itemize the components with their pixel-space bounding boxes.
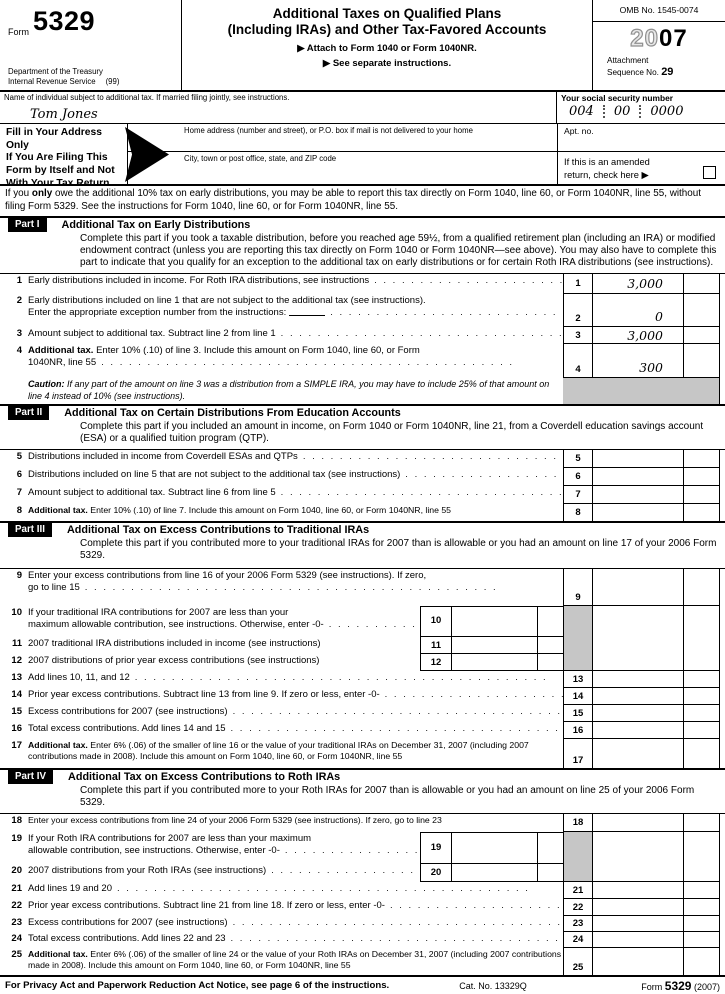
line-24 (0, 932, 725, 948)
line-20 (0, 864, 563, 882)
dot-leader (369, 275, 563, 287)
part1-badge: Part I (8, 218, 47, 232)
line-cents-field[interactable] (683, 569, 720, 606)
ssn-part3[interactable]: 0000 (650, 104, 684, 119)
ssn-label: Your social security number (561, 93, 674, 103)
line-amount-field[interactable] (593, 705, 683, 722)
fill-line4: With Your Tax Return (6, 177, 110, 189)
line-amount-field[interactable] (593, 814, 683, 832)
form-title-block (182, 0, 592, 90)
line-amount-field[interactable] (593, 450, 683, 468)
ssn-value[interactable] (561, 104, 721, 119)
caution-label: Caution: (28, 379, 65, 389)
ssn-part1[interactable]: 004 (569, 104, 594, 119)
fill-line1: Fill in Your Address Only (6, 127, 102, 151)
line-bold-prefix: Additional tax. (28, 505, 88, 515)
ssn-separator (603, 105, 605, 118)
form-signature (641, 979, 720, 993)
line-text: If your Roth IRA contributions for 2007 are less than your maximum (28, 833, 312, 844)
line-number: 16 (11, 723, 22, 734)
line-cents-field[interactable] (683, 327, 720, 344)
line-4 (0, 344, 725, 378)
line-text: Early distributions included on line 1 that are not subject to the additional tax (see instructions). (28, 295, 426, 306)
line-amount-field[interactable] (593, 486, 683, 504)
dot-leader (228, 917, 563, 929)
line-text2: allowable contribution, see instructions. Otherwise, enter -0- (28, 845, 280, 857)
line-number: 4 (16, 345, 22, 356)
line-number: 1 (16, 275, 22, 286)
shaded-box-column (563, 832, 593, 882)
line-1 (0, 274, 725, 294)
part2-title: Additional Tax on Certain Distributions From Education Accounts (64, 407, 401, 419)
line-7 (0, 486, 725, 504)
line-cents-field[interactable] (683, 468, 720, 486)
line-cents-field[interactable] (537, 654, 563, 671)
line-cents-field[interactable] (683, 899, 720, 916)
line-number: 21 (11, 883, 22, 894)
line-box-number: 17 (563, 739, 593, 768)
line-10 (0, 606, 563, 637)
line-amount-field[interactable] (593, 688, 683, 705)
line-15 (0, 705, 725, 722)
line-amount-field[interactable] (593, 327, 683, 344)
line-23 (0, 916, 725, 932)
line-text: Enter your excess contributions from line 24 of your 2006 Form 5329 (see instructions). If zero, go to line 23 (28, 815, 442, 825)
line-amount-field[interactable] (593, 932, 683, 948)
line-8 (0, 504, 725, 521)
part3-badge: Part III (8, 523, 52, 537)
line-number: 22 (11, 900, 22, 911)
line-box-number: 7 (563, 486, 593, 504)
see-instructions-note: ▶ See separate instructions. (322, 58, 452, 70)
line-cents-field[interactable] (683, 486, 720, 504)
intro-post: owe the additional 10% tax on early distributions, you may be able to report this tax directly on Form 1040, line 60, or Form 1040NR, line 55, without filing Form 5329. See the instructions for Form 1040, line 60, or for Form 1040NR, line 55. (5, 188, 702, 212)
attachment-label: Attachment (607, 56, 649, 65)
form-title-line2: (Including IRAs) and Other Tax-Favored Accounts (227, 21, 547, 37)
line-amount-field[interactable] (452, 637, 537, 654)
line-text: Early distributions included in income. For Roth IRA distributions, see instructions (28, 275, 370, 286)
line-amount-field[interactable] (593, 948, 683, 975)
part4-badge: Part IV (8, 770, 53, 784)
line-18 (0, 814, 725, 832)
part2-description: Complete this part if you included an amount in income, on Form 1040 or Form 1040NR, line 21, from a Coverdell education savings account (ESA) or a qualified tuition program (QTP). (0, 420, 725, 450)
lines-19-20-block (0, 832, 725, 882)
form-footer (0, 975, 725, 994)
line-amount-field[interactable] (593, 504, 683, 521)
tax-year (593, 25, 725, 53)
line-amount-field[interactable] (452, 832, 537, 864)
name-field[interactable] (0, 92, 557, 123)
ssn-part2[interactable]: 00 (613, 104, 631, 119)
part4-header (0, 768, 725, 784)
line-number: 20 (11, 865, 22, 876)
dept-note: (99) (105, 76, 120, 86)
line-text: Amount subject to additional tax. Subtract line 6 from line 5 (28, 487, 276, 498)
dot-leader (112, 883, 563, 895)
line-13 (0, 671, 725, 688)
part1-title: Additional Tax on Early Distributions (61, 219, 251, 231)
line-number: 18 (11, 815, 22, 826)
line-cents-field[interactable] (537, 864, 563, 882)
line-6 (0, 468, 725, 486)
block-amount-area (593, 606, 683, 671)
block-amount-area (593, 832, 683, 882)
line-box-number: 25 (563, 948, 593, 975)
line-amount-field[interactable] (593, 722, 683, 739)
line-text: Total excess contributions. Add lines 14 and 15 (28, 723, 226, 734)
line-2 (0, 294, 725, 327)
line-amount-field[interactable] (593, 899, 683, 916)
line-text: Add lines 19 and 20 (28, 883, 112, 894)
line-number: 13 (11, 672, 22, 683)
line-16 (0, 722, 725, 739)
form-word: Form (8, 27, 29, 37)
line-number: 3 (16, 328, 22, 339)
line-box-number: 2 (563, 294, 593, 327)
form-title-line1: Additional Taxes on Qualified Plans (272, 6, 502, 21)
dot-leader (96, 357, 563, 369)
line-14 (0, 688, 725, 705)
line-amount-field[interactable] (593, 468, 683, 486)
line-9 (0, 569, 725, 606)
line-text2: 1040NR, line 55 (28, 357, 97, 369)
line-cents-field[interactable] (683, 722, 720, 739)
line-17 (0, 739, 725, 768)
line-text: Total excess contributions. Add lines 22 and 23 (28, 933, 226, 944)
line-number: 11 (11, 638, 22, 649)
line-text: Excess contributions for 2007 (see instructions) (28, 706, 228, 717)
line-text: Enter your excess contributions from line 16 of your 2006 Form 5329 (see instructions). If zero, (28, 570, 427, 581)
line-box-number: 18 (563, 814, 593, 832)
line-amount-value[interactable]: 3,000 (627, 327, 663, 343)
sequence-number: 29 (661, 66, 674, 79)
line-amount-field[interactable] (593, 274, 683, 294)
line-19 (0, 832, 563, 864)
line-number: 25 (11, 949, 22, 960)
apt-number-field[interactable] (558, 124, 725, 152)
line-box-number: 8 (563, 504, 593, 521)
line-box-number: 23 (563, 916, 593, 932)
line-cents-field[interactable] (683, 948, 720, 975)
line-box-number: 22 (563, 899, 593, 916)
dot-leader (385, 900, 563, 912)
line-cents-field[interactable] (683, 344, 720, 378)
lines-10-12-block (0, 606, 725, 671)
line-box-number: 6 (563, 468, 593, 486)
dot-leader (228, 706, 563, 718)
line-box-number: 12 (420, 654, 452, 671)
name-ssn-row (0, 92, 725, 124)
block-cents-area (683, 606, 720, 671)
line-text: 2007 traditional IRA distributions included in income (see instructions) (28, 638, 321, 649)
line-21 (0, 882, 725, 899)
line-amount-value[interactable]: 300 (639, 360, 663, 375)
line-text: 2007 distributions of prior year excess contributions (see instructions) (28, 655, 320, 666)
omb-year-block (592, 0, 725, 90)
footer-form-number: 5329 (664, 978, 692, 993)
line-amount-field[interactable] (593, 739, 683, 768)
line-cents-field[interactable] (683, 932, 720, 948)
form-number: 5329 (33, 6, 96, 36)
line-number: 2 (16, 295, 22, 306)
part4-title: Additional Tax on Excess Contributions to Roth IRAs (68, 771, 341, 783)
apt-label: Apt. no. (564, 126, 594, 136)
dot-leader (380, 689, 563, 701)
line-box-number: 14 (563, 688, 593, 705)
department-block (8, 67, 119, 86)
line-number: 9 (16, 570, 22, 581)
line-box-number: 19 (420, 832, 452, 864)
dept-line1: Department of the Treasury (8, 67, 103, 77)
line-text: Amount subject to additional tax. Subtract line 2 from line 1 (28, 328, 276, 339)
year-suffix: 07 (659, 25, 688, 52)
line-amount-field[interactable] (452, 606, 537, 637)
part3-header (0, 521, 725, 537)
year-prefix: 20 (630, 25, 659, 52)
dot-leader (400, 469, 563, 481)
line-amount-field[interactable] (593, 294, 683, 327)
part1-description: Complete this part if you took a taxable distribution, before you reached age 59½, from a qualified retirement plan (including an IRA) or modified endowment contract (unless you are reporting this tax directly on Form 1040 or Form 1040NR—see above). You may also have to complete this part to indicate that you qualify for an exception to the additional tax on early distributions or for certain Roth IRA distributions (see instructions). (0, 232, 725, 274)
fill-address-instruction (0, 124, 128, 189)
amended-line2: return, check here ▶ (564, 169, 649, 180)
line-cents-field[interactable] (683, 705, 720, 722)
name-value[interactable]: Tom Jones (30, 107, 98, 122)
line-text2: Enter the appropriate exception number from the instructions: (28, 307, 287, 319)
line-text: Add lines 10, 11, and 12 (28, 672, 130, 683)
line-12 (0, 654, 563, 671)
line-11 (0, 637, 563, 654)
line-bold-prefix: Additional tax. (28, 345, 94, 356)
line-amount-value[interactable]: 0 (655, 309, 663, 324)
line-box-number: 11 (420, 637, 452, 654)
form-id-block (0, 0, 182, 90)
dot-leader (226, 933, 563, 945)
dot-leader (276, 328, 563, 340)
amended-return-field (558, 152, 725, 184)
home-address-label: Home address (number and street), or P.O. box if mail is not delivered to your home (184, 126, 473, 135)
name-label: Name of individual subject to additional tax. If married filing jointly, see instructions. (4, 93, 290, 102)
line-box-number: 20 (420, 864, 452, 882)
line-text: Distributions included on line 5 that are not subject to the additional tax (see instructions) (28, 469, 401, 480)
city-label: City, town or post office, state, and ZIP code (184, 154, 337, 163)
dot-leader (276, 487, 563, 499)
line-cents-field[interactable] (683, 739, 720, 768)
dot-leader (325, 307, 563, 319)
exception-number-field[interactable] (289, 307, 325, 316)
part1-header (0, 216, 725, 232)
line-number: 8 (16, 505, 22, 516)
line-text: Excess contributions for 2007 (see instructions) (28, 917, 228, 928)
line-box-number: 3 (563, 327, 593, 344)
line-3 (0, 327, 725, 344)
apt-amended-column (557, 124, 725, 184)
line-22 (0, 899, 725, 916)
part4-description: Complete this part if you contributed more to your Roth IRAs for 2007 than is allowable or you had an amount on line 25 of your 2006 Form 5329. (0, 784, 725, 814)
line-bold-prefix: Additional tax. (28, 949, 88, 959)
line-amount-field[interactable] (593, 916, 683, 932)
line-text: Enter 6% (.06) of the smaller of line 24 or the value of your Roth IRAs on December 31, 2007 (including 2007 contributions made in 2008). Include this amount on Form 1040, line 60, or Form 1040NR, line 55 (28, 949, 562, 971)
line-bold-prefix: Additional tax. (28, 740, 88, 750)
line-5 (0, 450, 725, 468)
line-number: 5 (16, 451, 22, 462)
dot-leader (130, 672, 563, 684)
line-amount-field[interactable] (593, 671, 683, 688)
line-number: 15 (11, 706, 22, 717)
line-number: 10 (11, 607, 22, 618)
line-cents-field[interactable] (683, 688, 720, 705)
line-amount-field[interactable] (452, 864, 537, 882)
line-cents-field[interactable] (537, 832, 563, 864)
line-cents-field[interactable] (683, 274, 720, 294)
line-box-number: 1 (563, 274, 593, 294)
line-text2: go to line 15 (28, 582, 80, 594)
sequence-label: Sequence No. (607, 68, 659, 78)
line-text: Enter 10% (.10) of line 7. Include this amount on Form 1040, line 60, or Form 1040NR, line 55 (87, 505, 451, 515)
line-box-number: 15 (563, 705, 593, 722)
part3-title: Additional Tax on Excess Contributions to Traditional IRAs (66, 524, 370, 536)
caution-text: If any part of the amount on line 3 was a distribution from a SIMPLE IRA, you may have to include 25% of that amount on line 4 instead of 10% (see instructions). (28, 379, 550, 401)
line-text: Prior year excess contributions. Subtract line 13 from line 9. If zero or less, enter -0- (28, 689, 380, 700)
shaded-box-column (563, 606, 593, 671)
dot-leader (280, 845, 420, 857)
line-number: 7 (16, 487, 22, 498)
form-header (0, 0, 725, 92)
attach-note: ▶ Attach to Form 1040 or Form 1040NR. (297, 43, 477, 55)
dot-leader (298, 451, 563, 463)
caution-row (0, 378, 725, 404)
city-field[interactable] (128, 152, 557, 184)
line-box-number: 24 (563, 932, 593, 948)
line-box-number: 13 (563, 671, 593, 688)
dot-leader (324, 619, 420, 631)
part3-description: Complete this part if you contributed more to your traditional IRAs for 2007 than is allowable or you had an amount on line 17 of your 2006 Form 5329. (0, 537, 725, 569)
omb-number: OMB No. 1545-0074 (593, 0, 725, 22)
line-text: Prior year excess contributions. Subtract line 21 from line 18. If zero or less, enter -0- (28, 900, 385, 911)
line-cents-field[interactable] (683, 814, 720, 832)
block-cents-area (683, 832, 720, 882)
line-amount-field[interactable] (452, 654, 537, 671)
line-box-number: 16 (563, 722, 593, 739)
attachment-sequence (593, 56, 725, 80)
line-number: 19 (11, 833, 22, 844)
amended-checkbox[interactable] (703, 166, 716, 179)
line-cents-field[interactable] (683, 294, 720, 327)
line-cents-field[interactable] (537, 606, 563, 637)
part2-badge: Part II (8, 406, 49, 420)
line-number: 12 (11, 655, 22, 666)
line-25 (0, 948, 725, 975)
line-number: 17 (11, 740, 22, 751)
ssn-field[interactable] (557, 92, 725, 123)
line-cents-field[interactable] (537, 637, 563, 654)
catalog-number: Cat. No. 13329Q (459, 980, 527, 991)
dept-line2: Internal Revenue Service (8, 76, 96, 86)
line-number: 24 (11, 933, 22, 944)
line-text2: maximum allowable contribution, see instructions. Otherwise, enter -0- (28, 619, 324, 631)
ssn-separator (639, 105, 641, 118)
fill-line3: Form by Itself and Not (6, 164, 115, 176)
footer-year: (2007) (693, 981, 720, 992)
home-address-field[interactable] (128, 124, 557, 152)
line-cents-field[interactable] (683, 916, 720, 932)
fill-line2: If You Are Filing This (6, 152, 108, 164)
line-text: 2007 distributions from your Roth IRAs (see instructions) (28, 865, 267, 876)
intro-paragraph (0, 186, 725, 216)
line-box-number: 5 (563, 450, 593, 468)
line-box-number: 21 (563, 882, 593, 899)
line-text: Enter 6% (.06) of the smaller of line 16 or the value of your traditional IRAs on December 31, 2007 (including 2007 contributions made in 2008). Include this amount on Form 1040, line 60, or Form 1040NR, line 55 (28, 740, 529, 762)
line-text: Distributions included in income from Coverdell ESAs and QTPs (28, 451, 298, 462)
shaded-area (563, 378, 720, 404)
amended-line1: If this is an amended (564, 157, 650, 167)
part2-header (0, 404, 725, 420)
line-amount-field[interactable] (593, 882, 683, 899)
line-cents-field[interactable] (683, 450, 720, 468)
line-number: 14 (11, 689, 22, 700)
dot-leader (266, 865, 420, 877)
line-box-number: 4 (563, 344, 593, 378)
dot-leader (80, 582, 563, 594)
line-text: Enter 10% (.10) of line 3. Include this amount on Form 1040, line 60, or Form (93, 345, 420, 356)
address-block (0, 124, 725, 189)
line-amount-field[interactable] (593, 569, 683, 606)
line-amount-value[interactable]: 3,000 (627, 276, 663, 291)
line-number: 6 (16, 469, 22, 480)
line-number: 23 (11, 917, 22, 928)
line-box-number: 9 (563, 569, 593, 606)
line-amount-field[interactable] (593, 344, 683, 378)
dot-leader (226, 723, 563, 735)
line-text: If your traditional IRA contributions for 2007 are less than your (28, 607, 289, 618)
address-fields (128, 124, 557, 184)
footer-form-word: Form (641, 981, 663, 992)
intro-bold: only (31, 188, 53, 199)
privacy-notice: For Privacy Act and Paperwork Reduction Act Notice, see page 6 of the instructions. (5, 980, 390, 991)
line-box-number: 10 (420, 606, 452, 637)
intro-pre: If you (5, 188, 32, 199)
line-cents-field[interactable] (683, 882, 720, 899)
line-cents-field[interactable] (683, 671, 720, 688)
line-cents-field[interactable] (683, 504, 720, 521)
